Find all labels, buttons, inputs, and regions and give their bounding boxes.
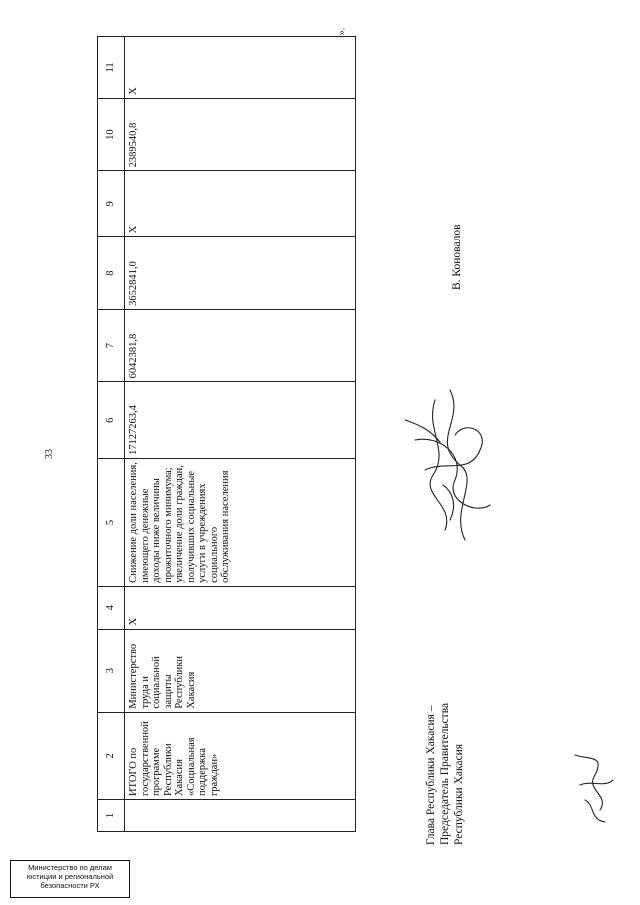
signer-name: В. Коновалов [451,224,463,290]
cell-col10: 2389540,8 [125,98,356,170]
column-header: 8 [98,237,125,309]
cell-goals: Снижение доли населения, имеющего денежные доходы ниже величины прожиточного минимума; увеличение доли граждан, получивших социальные услуги в учреждениях социального обслуживания населения [125,459,356,587]
column-header: 10 [98,98,125,170]
handwritten-signature [395,380,505,550]
closing-quote-mark: ». [336,27,348,36]
signer-title [424,703,466,845]
signer-title-line: Председатель Правительства [439,702,451,845]
column-header: 1 [98,800,125,832]
signer-title-line: Глава Республики Хакасия – [425,705,437,845]
column-header: 11 [98,37,125,99]
page-number: 33 [44,449,55,459]
financing-table [97,36,356,832]
table-row-total [125,37,356,832]
column-header: 4 [98,586,125,629]
column-header: 5 [98,459,125,587]
column-header: 2 [98,712,125,799]
cell-col9: Х [125,171,356,237]
handwritten-initials [565,740,620,830]
column-header: 9 [98,171,125,237]
ministry-stamp [10,860,130,898]
cell-col4: Х [125,586,356,629]
cell-col8: 3652841,0 [125,237,356,309]
cell-col6: 17127263,4 [125,382,356,459]
stamp-line: Министерство по делам [28,863,112,872]
table-container [97,36,356,832]
cell-program-name: ИТОГО по государственной программе Республики Хакасия «Социальная поддержка граждан» [125,712,356,799]
column-header: 3 [98,629,125,712]
cell-executor: Министерство труда и социальной защиты Республики Хакасия [125,629,356,712]
stamp-line: юстиции и региональной [26,872,114,881]
signer-title-line: Республики Хакасия [453,743,465,845]
program-table [97,36,356,832]
table-header-row [98,37,125,832]
column-header: 6 [98,382,125,459]
stamp-line: безопасности РХ [40,881,100,890]
column-header: 7 [98,309,125,381]
cell-col7: 6042381,8 [125,309,356,381]
cell-number [125,800,356,832]
cell-col11: Х [125,37,356,99]
